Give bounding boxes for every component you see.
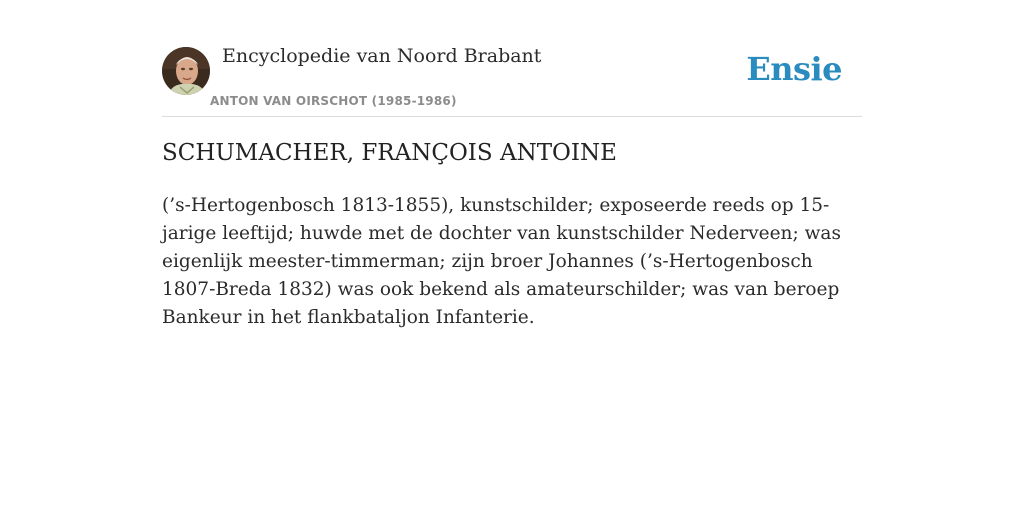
author-portrait-icon bbox=[162, 47, 210, 95]
source-title[interactable]: Encyclopedie van Noord Brabant bbox=[222, 45, 542, 67]
author-avatar[interactable] bbox=[162, 47, 210, 95]
source-header bbox=[162, 0, 862, 117]
entry-title: SCHUMACHER, FRANÇOIS ANTOINE bbox=[162, 140, 617, 166]
brand-logo[interactable]: Ensie bbox=[746, 50, 842, 88]
entry-body: (’s-Hertogenbosch 1813-1855), kunstschilder; exposeerde reeds op 15-jarige leeftijd; huwde met de dochter van kunstschilder Nederveen; was eigenlijk meester-timmerman; zijn broer Johannes (’s-Hertogenbosch 1807-Breda 1832) was ook bekend als amateurschilder; was van beroep Bankeur in het flankbataljon Infanterie. bbox=[162, 195, 841, 328]
author-name[interactable]: ANTON VAN OIRSCHOT (1985-1986) bbox=[210, 94, 457, 108]
